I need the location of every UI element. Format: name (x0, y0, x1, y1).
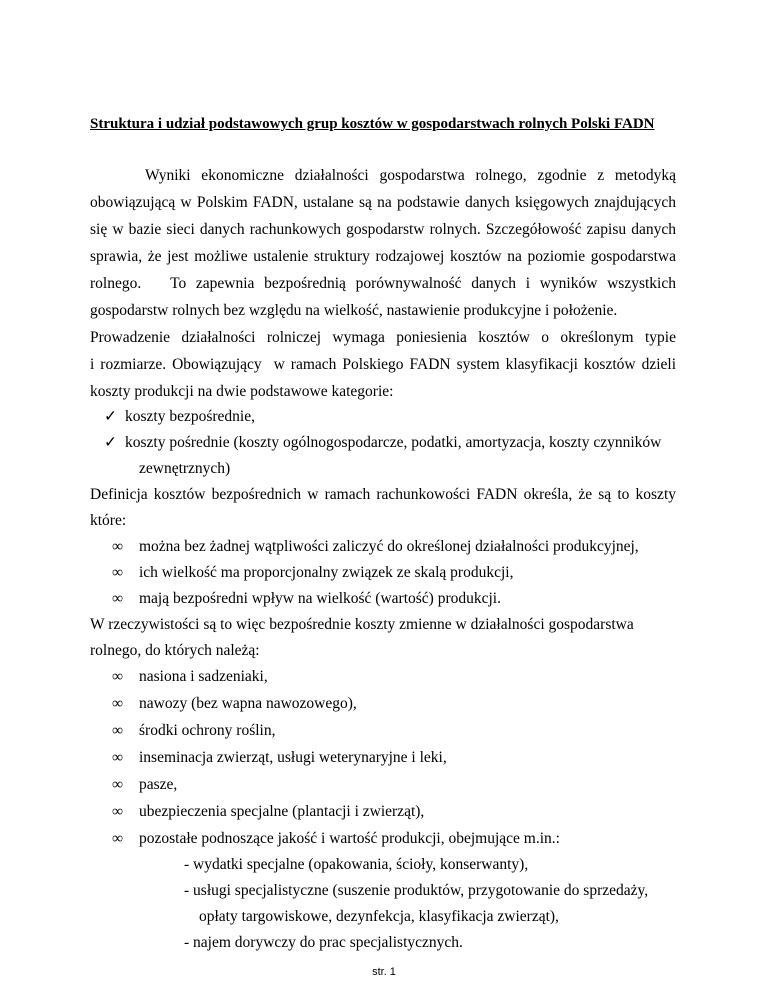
list-item: ∞ ich wielkość ma proporcjonalny związek ze skalą produkcji, (112, 564, 514, 581)
reality-line-2: rolnego, do których należą: (90, 642, 260, 659)
list-item: ∞ mają bezpośredni wpływ na wielkość (wartość) produkcji. (112, 590, 501, 607)
bullet-icon: ∞ (112, 803, 124, 820)
category-item-direct (104, 407, 255, 427)
reality-line-1: W rzeczywistości są to więc bezpośrednie koszty zmienne w działalności gospodarstwa (90, 616, 634, 633)
list-item: ∞ inseminacja zwierząt, usługi weterynaryjne i leki, (112, 749, 447, 766)
page-number: str. 1 (372, 966, 396, 978)
list-item: ∞ nawozy (bez wapna nawozowego), (112, 695, 357, 712)
bullet-icon: ∞ (112, 668, 124, 685)
category-item-indirect (104, 433, 661, 453)
list-item: ∞ można bez żadnej wątpliwości zaliczyć do określonej działalności produkcyjnej, (112, 538, 639, 555)
checkmark-icon: ✓ (104, 408, 117, 425)
para2-line-1: Prowadzenie działalności rolniczej wymaga poniesienia kosztów o określonym typie (90, 329, 676, 346)
bullet-icon: ∞ (112, 830, 124, 847)
list-item: ∞ nasiona i sadzeniaki, (112, 668, 268, 685)
category-item-label: koszty pośrednie (koszty ogólnogospodarcze, podatki, amortyzacja, koszty czynników (125, 434, 662, 451)
intro-line-1: Wyniki ekonomiczne działalności gospodarstwa rolnego, zgodnie z metodyką (145, 167, 676, 184)
bullet-icon: ∞ (112, 722, 124, 739)
definition-line-2: które: (90, 512, 127, 529)
sub-list-item-cont: opłaty targowiskowe, dezynfekcja, klasyfikacja zwierząt), (199, 908, 559, 925)
bullet-icon: ∞ (112, 564, 124, 581)
list-item: ∞ pozostałe podnoszące jakość i wartość produkcji, obejmujące m.in.: (112, 830, 560, 847)
intro-line-5: rolnego. To zapewnia bezpośrednią porównywalność danych i wyników wszystkich (90, 275, 676, 292)
para2-line-3: koszty produkcji na dwie podstawowe kategorie: (90, 383, 394, 400)
sub-list-item: - usługi specjalistyczne (suszenie produktów, przygotowanie do sprzedaży, (184, 882, 649, 899)
bullet-icon: ∞ (112, 776, 124, 793)
bullet-icon: ∞ (112, 695, 124, 712)
intro-line-3: się w bazie sieci danych rachunkowych gospodarstw rolnych. Szczegółowość zapisu danych (90, 221, 676, 238)
category-item-label: koszty bezpośrednie, (125, 408, 255, 425)
list-item: ∞ pasze, (112, 776, 178, 793)
checkmark-icon: ✓ (104, 434, 117, 451)
intro-line-4: sprawia, że jest możliwe ustalenie struktury rodzajowej kosztów na poziomie gospodarstwa (90, 248, 676, 265)
definition-line-1: Definicja kosztów bezpośrednich w ramach rachunkowości FADN określa, że są to koszty (90, 486, 676, 503)
bullet-icon: ∞ (112, 590, 124, 607)
intro-line-2: obowiązującą w Polskim FADN, ustalane są na podstawie danych księgowych znajdujących (90, 194, 676, 211)
intro-line-6: gospodarstw rolnych bez względu na wielkość, nastawienie produkcyjne i położenie. (90, 302, 618, 319)
document-title: Struktura i udział podstawowych grup kosztów w gospodarstwach rolnych Polski FADN (90, 116, 655, 132)
category-item-indirect-cont: zewnętrznych) (139, 460, 231, 477)
para2-line-2: i rozmiarze. Obowiązujący w ramach Polskiego FADN system klasyfikacji kosztów dzieli (90, 356, 676, 373)
bullet-icon: ∞ (112, 538, 124, 555)
list-item: ∞ ubezpieczenia specjalne (plantacji i zwierząt), (112, 803, 425, 820)
sub-list-item: - najem dorywczy do prac specjalistycznych. (184, 934, 463, 951)
list-item: ∞ środki ochrony roślin, (112, 722, 276, 739)
bullet-icon: ∞ (112, 749, 124, 766)
sub-list-item: - wydatki specjalne (opakowania, ścioły, konserwanty), (184, 856, 529, 873)
